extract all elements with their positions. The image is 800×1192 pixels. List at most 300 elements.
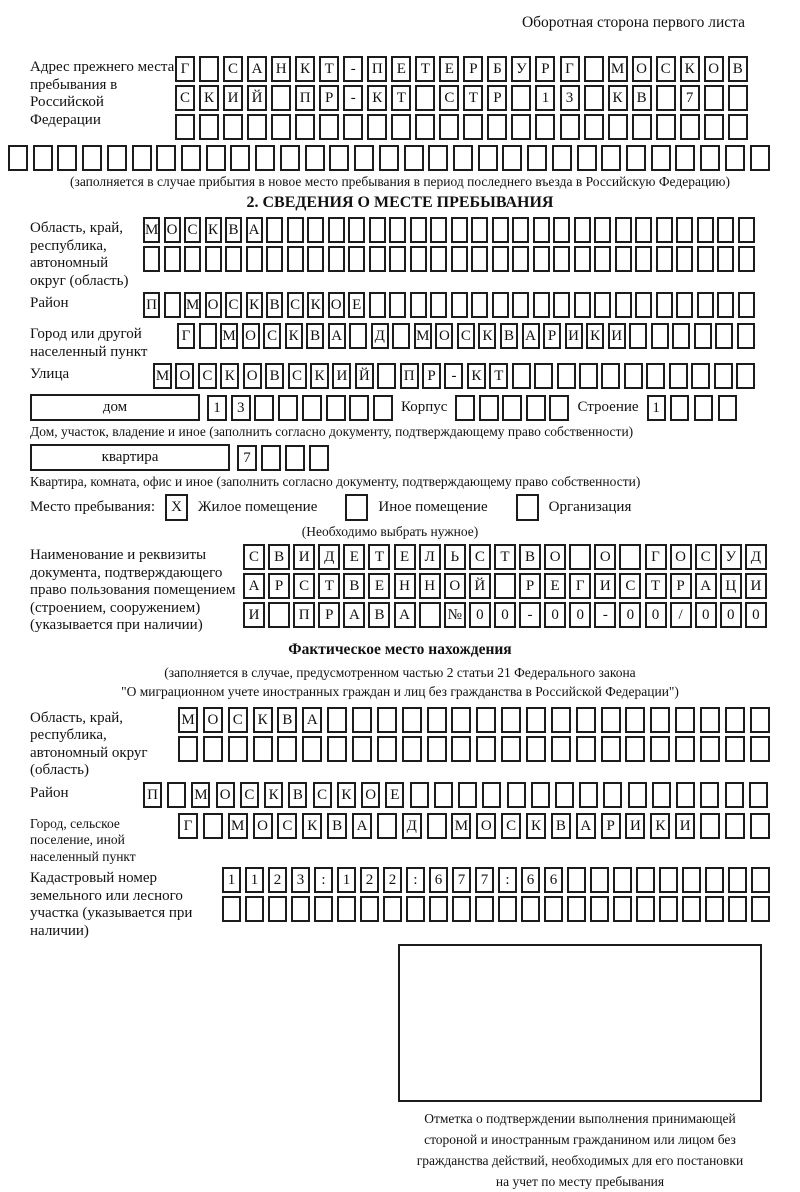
char-cell xyxy=(428,145,448,171)
char-cell: 6 xyxy=(521,867,540,893)
char-cell xyxy=(590,896,609,922)
document-field xyxy=(30,544,770,635)
char-cell: Е xyxy=(385,782,404,808)
char-cell xyxy=(478,145,498,171)
char-cell xyxy=(717,217,734,243)
char-cell xyxy=(553,292,570,318)
char-cell: П xyxy=(400,363,419,389)
char-cell: А xyxy=(246,217,263,243)
char-cell xyxy=(415,85,435,111)
char-cell xyxy=(337,896,356,922)
char-cell xyxy=(700,782,719,808)
char-cell xyxy=(535,114,555,140)
char-cell xyxy=(348,246,365,272)
char-cell xyxy=(512,292,529,318)
char-cell xyxy=(728,114,748,140)
confirmation-caption-line2: стороной и иностранным гражданином или лицом без xyxy=(424,1132,736,1147)
char-cell xyxy=(223,114,243,140)
char-cell: С xyxy=(225,292,242,318)
char-cell: В xyxy=(551,813,571,839)
char-cell: Р xyxy=(519,573,541,599)
char-cell: К xyxy=(295,56,315,82)
char-cell xyxy=(451,707,471,733)
char-cell xyxy=(305,145,325,171)
char-cell xyxy=(8,145,28,171)
char-cell: В xyxy=(288,782,307,808)
char-cell xyxy=(628,782,647,808)
char-cell xyxy=(455,395,475,421)
stroenie-label: Строение xyxy=(577,399,639,415)
char-cell xyxy=(255,145,275,171)
header-note: Оборотная сторона первого листа xyxy=(521,14,745,31)
char-cell xyxy=(498,896,517,922)
char-cell: С xyxy=(656,56,676,82)
char-cell: О xyxy=(243,363,262,389)
char-cell xyxy=(314,896,333,922)
char-cell xyxy=(704,114,724,140)
char-cell: О xyxy=(203,707,223,733)
house-caption: Дом, участок, владение и иное (заполнить согласно документу, подтверждающему право собственности) xyxy=(30,424,634,439)
char-cell xyxy=(349,395,369,421)
char-cell xyxy=(377,813,397,839)
char-cell: С xyxy=(175,85,195,111)
char-cell xyxy=(167,782,186,808)
char-cell: П xyxy=(295,85,315,111)
char-cell xyxy=(349,323,367,349)
char-cell xyxy=(203,736,223,762)
char-cell xyxy=(725,782,744,808)
char-cell xyxy=(675,707,695,733)
actual-location-subtitle-line2: "О миграционном учете иностранных граждан и лиц без гражданства в Российской Федерации") xyxy=(121,683,679,699)
char-cell: Н xyxy=(271,56,291,82)
char-cell: У xyxy=(720,544,742,570)
char-cell xyxy=(553,246,570,272)
char-cell: Т xyxy=(318,573,340,599)
organization-label: Организация xyxy=(548,499,632,515)
char-cell xyxy=(584,85,604,111)
char-cell: И xyxy=(243,602,265,628)
char-cell xyxy=(584,56,604,82)
char-cell: Ь xyxy=(444,544,466,570)
char-cell: В xyxy=(327,813,347,839)
char-cell: А xyxy=(247,56,267,82)
char-cell: В xyxy=(368,602,390,628)
char-cell: А xyxy=(394,602,416,628)
char-cell: 3 xyxy=(231,395,251,421)
char-cell xyxy=(577,145,597,171)
char-cell xyxy=(613,867,632,893)
char-cell xyxy=(352,736,372,762)
char-cell: С xyxy=(313,782,332,808)
char-cell xyxy=(352,707,372,733)
char-cell xyxy=(458,782,477,808)
char-cell xyxy=(132,145,152,171)
char-cell xyxy=(700,145,720,171)
char-cell: С xyxy=(457,323,475,349)
confirmation-block xyxy=(398,944,762,1192)
char-cell xyxy=(534,363,553,389)
char-cell xyxy=(434,782,453,808)
house-line xyxy=(30,394,770,421)
char-cell xyxy=(553,217,570,243)
char-cell: 6 xyxy=(429,867,448,893)
char-cell: С xyxy=(293,573,315,599)
char-cell: В xyxy=(225,217,242,243)
char-cell xyxy=(749,782,768,808)
prev-address-label: Адрес прежнего места пребывания в Российской Федерации xyxy=(30,59,175,128)
char-cell xyxy=(377,736,397,762)
char-cell: А xyxy=(302,707,322,733)
fact-district-row xyxy=(143,782,768,808)
char-cell: А xyxy=(243,573,265,599)
char-cell: Г xyxy=(178,813,198,839)
char-cell xyxy=(725,145,745,171)
char-cell xyxy=(178,736,198,762)
char-cell xyxy=(230,145,250,171)
char-cell: Т xyxy=(415,56,435,82)
char-cell xyxy=(738,217,755,243)
char-cell xyxy=(254,395,274,421)
char-cell: Р xyxy=(543,323,561,349)
prev-address-row-1 xyxy=(175,56,748,82)
fact-city-row xyxy=(178,813,770,839)
char-cell xyxy=(603,782,622,808)
char-cell: К xyxy=(680,56,700,82)
char-cell xyxy=(601,707,621,733)
char-cell: 7 xyxy=(452,867,471,893)
char-cell: Е xyxy=(343,544,365,570)
char-cell: К xyxy=(199,85,219,111)
cadastre-row-2 xyxy=(222,896,770,922)
char-cell xyxy=(271,114,291,140)
street-row xyxy=(153,363,755,389)
char-cell xyxy=(624,363,643,389)
char-cell xyxy=(521,896,540,922)
char-cell: И xyxy=(293,544,315,570)
char-cell xyxy=(427,813,447,839)
char-cell xyxy=(659,867,678,893)
char-cell: - xyxy=(343,56,363,82)
char-cell xyxy=(652,782,671,808)
char-cell: М xyxy=(184,292,201,318)
fact-region-row-1 xyxy=(178,707,770,733)
residential-checkbox: X xyxy=(165,494,188,521)
char-cell xyxy=(415,114,435,140)
char-cell: Г xyxy=(645,544,667,570)
char-cell xyxy=(266,217,283,243)
char-cell: С xyxy=(243,544,265,570)
char-cell xyxy=(451,246,468,272)
char-cell: 1 xyxy=(647,395,666,421)
char-cell xyxy=(650,736,670,762)
char-cell xyxy=(502,145,522,171)
char-cell xyxy=(427,707,447,733)
char-cell: Г xyxy=(175,56,195,82)
char-cell xyxy=(656,85,676,111)
char-cell xyxy=(526,736,546,762)
char-cell xyxy=(615,292,632,318)
char-cell xyxy=(608,114,628,140)
char-cell: - xyxy=(444,363,463,389)
char-cell: А xyxy=(343,602,365,628)
char-cell xyxy=(377,363,396,389)
char-cell xyxy=(225,246,242,272)
char-cell xyxy=(507,782,526,808)
char-cell: Т xyxy=(645,573,667,599)
char-cell xyxy=(419,602,441,628)
char-cell: - xyxy=(519,602,541,628)
char-cell xyxy=(295,114,315,140)
char-cell xyxy=(601,363,620,389)
char-cell xyxy=(576,707,596,733)
char-cell xyxy=(531,782,550,808)
actual-location-title: Фактическое место нахождения xyxy=(288,640,512,658)
korpus-label: Корпус xyxy=(401,399,448,415)
char-cell xyxy=(494,573,516,599)
stay-type-note: (Необходимо выбрать нужное) xyxy=(301,524,479,539)
char-cell xyxy=(682,867,701,893)
char-cell xyxy=(164,246,181,272)
char-cell xyxy=(694,323,712,349)
char-cell xyxy=(511,85,531,111)
confirmation-caption xyxy=(398,1108,762,1192)
char-cell xyxy=(302,736,322,762)
prev-address-row-4 xyxy=(8,145,770,171)
char-cell xyxy=(369,217,386,243)
char-cell xyxy=(181,145,201,171)
char-cell xyxy=(427,736,447,762)
char-cell xyxy=(476,736,496,762)
char-cell xyxy=(271,85,291,111)
char-cell xyxy=(479,395,499,421)
char-cell xyxy=(551,707,571,733)
char-cell xyxy=(501,707,521,733)
char-cell: С xyxy=(277,813,297,839)
char-cell xyxy=(697,217,714,243)
char-cell xyxy=(360,896,379,922)
char-cell: В xyxy=(343,573,365,599)
city-row xyxy=(177,323,755,349)
char-cell xyxy=(369,246,386,272)
char-cell xyxy=(309,445,329,471)
char-cell xyxy=(738,292,755,318)
char-cell: 3 xyxy=(560,85,580,111)
char-cell xyxy=(590,867,609,893)
char-cell xyxy=(402,736,422,762)
district-row xyxy=(143,292,755,318)
char-cell: К xyxy=(650,813,670,839)
char-cell xyxy=(280,145,300,171)
char-cell xyxy=(725,813,745,839)
char-cell: Р xyxy=(535,56,555,82)
char-cell: Е xyxy=(439,56,459,82)
char-cell: М xyxy=(220,323,238,349)
apartment-cells xyxy=(237,445,329,471)
char-cell: О xyxy=(216,782,235,808)
char-cell: В xyxy=(728,56,748,82)
char-cell: В xyxy=(277,707,297,733)
region-label: Область, край, республика, автономный округ (область) xyxy=(30,220,129,289)
char-cell: Г xyxy=(569,573,591,599)
char-cell: 3 xyxy=(291,867,310,893)
char-cell xyxy=(389,246,406,272)
char-cell xyxy=(463,114,483,140)
char-cell xyxy=(557,363,576,389)
char-cell xyxy=(625,707,645,733)
char-cell xyxy=(694,395,713,421)
char-cell: И xyxy=(745,573,767,599)
char-cell: И xyxy=(565,323,583,349)
char-cell: К xyxy=(310,363,329,389)
char-cell: 2 xyxy=(383,867,402,893)
char-cell: Н xyxy=(419,573,441,599)
char-cell: С xyxy=(198,363,217,389)
char-cell xyxy=(656,114,676,140)
char-cell: В xyxy=(500,323,518,349)
char-cell: О xyxy=(205,292,222,318)
street-field xyxy=(30,363,770,392)
char-cell xyxy=(410,217,427,243)
confirmation-caption-line4: на учет по месту пребывания xyxy=(495,1174,665,1189)
char-cell xyxy=(307,246,324,272)
char-cell: А xyxy=(352,813,372,839)
char-cell xyxy=(302,395,322,421)
char-cell: С xyxy=(263,323,281,349)
prev-address-row-3 xyxy=(175,114,748,140)
char-cell xyxy=(203,813,223,839)
char-cell xyxy=(533,292,550,318)
char-cell xyxy=(471,292,488,318)
char-cell xyxy=(675,145,695,171)
char-cell xyxy=(680,114,700,140)
char-cell: Д xyxy=(745,544,767,570)
char-cell: И xyxy=(332,363,351,389)
char-cell xyxy=(501,736,521,762)
char-cell xyxy=(184,246,201,272)
char-cell xyxy=(613,896,632,922)
char-cell xyxy=(682,896,701,922)
char-cell xyxy=(715,323,733,349)
char-cell: А xyxy=(328,323,346,349)
char-cell xyxy=(278,395,298,421)
char-cell xyxy=(555,782,574,808)
char-cell: С xyxy=(184,217,201,243)
char-cell: 7 xyxy=(237,445,257,471)
char-cell xyxy=(750,736,770,762)
char-cell: С xyxy=(240,782,259,808)
char-cell xyxy=(453,145,473,171)
char-cell xyxy=(452,896,471,922)
char-cell xyxy=(717,246,734,272)
confirmation-stamp-box xyxy=(398,944,762,1102)
char-cell xyxy=(615,217,632,243)
char-cell xyxy=(482,782,501,808)
char-cell xyxy=(348,217,365,243)
char-cell xyxy=(625,736,645,762)
char-cell: С xyxy=(288,363,307,389)
fact-city-label: Город, сельское поселение, иной населенный пункт xyxy=(30,815,136,864)
char-cell xyxy=(451,217,468,243)
char-cell xyxy=(629,323,647,349)
char-cell xyxy=(511,114,531,140)
char-cell: 0 xyxy=(544,602,566,628)
char-cell xyxy=(594,217,611,243)
char-cell: М xyxy=(191,782,210,808)
char-cell: Е xyxy=(394,544,416,570)
fact-region-label: Область, край, республика, автономный округ (область) xyxy=(30,709,148,778)
char-cell: О xyxy=(435,323,453,349)
char-cell xyxy=(615,246,632,272)
char-cell: О xyxy=(361,782,380,808)
region-rows xyxy=(143,217,755,275)
char-cell xyxy=(199,323,217,349)
char-cell xyxy=(700,736,720,762)
char-cell: / xyxy=(670,602,692,628)
confirmation-caption-line3: гражданства действий, необходимых для его постановки xyxy=(416,1153,744,1168)
prev-address-caption: (заполняется в случае прибытия в новое место пребывания в период последнего въезда в Российскую Федерацию) xyxy=(69,174,731,189)
char-cell xyxy=(656,246,673,272)
fact-city-field xyxy=(30,813,770,866)
char-cell: Г xyxy=(177,323,195,349)
char-cell: А xyxy=(576,813,596,839)
char-cell xyxy=(268,896,287,922)
char-cell xyxy=(728,867,747,893)
char-cell: Р xyxy=(487,85,507,111)
char-cell: Т xyxy=(489,363,508,389)
char-cell xyxy=(57,145,77,171)
char-cell xyxy=(725,707,745,733)
char-cell: Р xyxy=(422,363,441,389)
char-cell xyxy=(502,395,522,421)
char-cell: 0 xyxy=(745,602,767,628)
char-cell xyxy=(700,707,720,733)
char-cell: О xyxy=(632,56,652,82)
char-cell: Р xyxy=(670,573,692,599)
document-row-3 xyxy=(243,602,767,628)
char-cell xyxy=(697,292,714,318)
char-cell xyxy=(533,217,550,243)
char-cell xyxy=(268,602,290,628)
char-cell xyxy=(247,114,267,140)
char-cell: Й xyxy=(247,85,267,111)
char-cell xyxy=(750,707,770,733)
char-cell xyxy=(691,363,710,389)
char-cell xyxy=(728,896,747,922)
char-cell: К xyxy=(526,813,546,839)
document-label: Наименование и реквизиты документа, подтверждающего право пользования помещением (строением, сооружением) (указывается при наличии) xyxy=(30,547,236,633)
char-cell: И xyxy=(594,573,616,599)
char-cell xyxy=(676,292,693,318)
char-cell: С xyxy=(223,56,243,82)
char-cell xyxy=(245,896,264,922)
other-premises-label: Иное помещение xyxy=(378,499,488,515)
char-cell xyxy=(676,782,695,808)
fact-region-field xyxy=(30,707,770,780)
char-cell: № xyxy=(444,602,466,628)
char-cell xyxy=(33,145,53,171)
char-cell: С xyxy=(439,85,459,111)
char-cell: 7 xyxy=(475,867,494,893)
char-cell xyxy=(410,782,429,808)
house-type-box: дом xyxy=(30,394,200,421)
char-cell: М xyxy=(608,56,628,82)
char-cell xyxy=(574,246,591,272)
char-cell: 1 xyxy=(245,867,264,893)
char-cell: Е xyxy=(544,573,566,599)
char-cell: М xyxy=(451,813,471,839)
char-cell xyxy=(632,114,652,140)
char-cell: С xyxy=(287,292,304,318)
